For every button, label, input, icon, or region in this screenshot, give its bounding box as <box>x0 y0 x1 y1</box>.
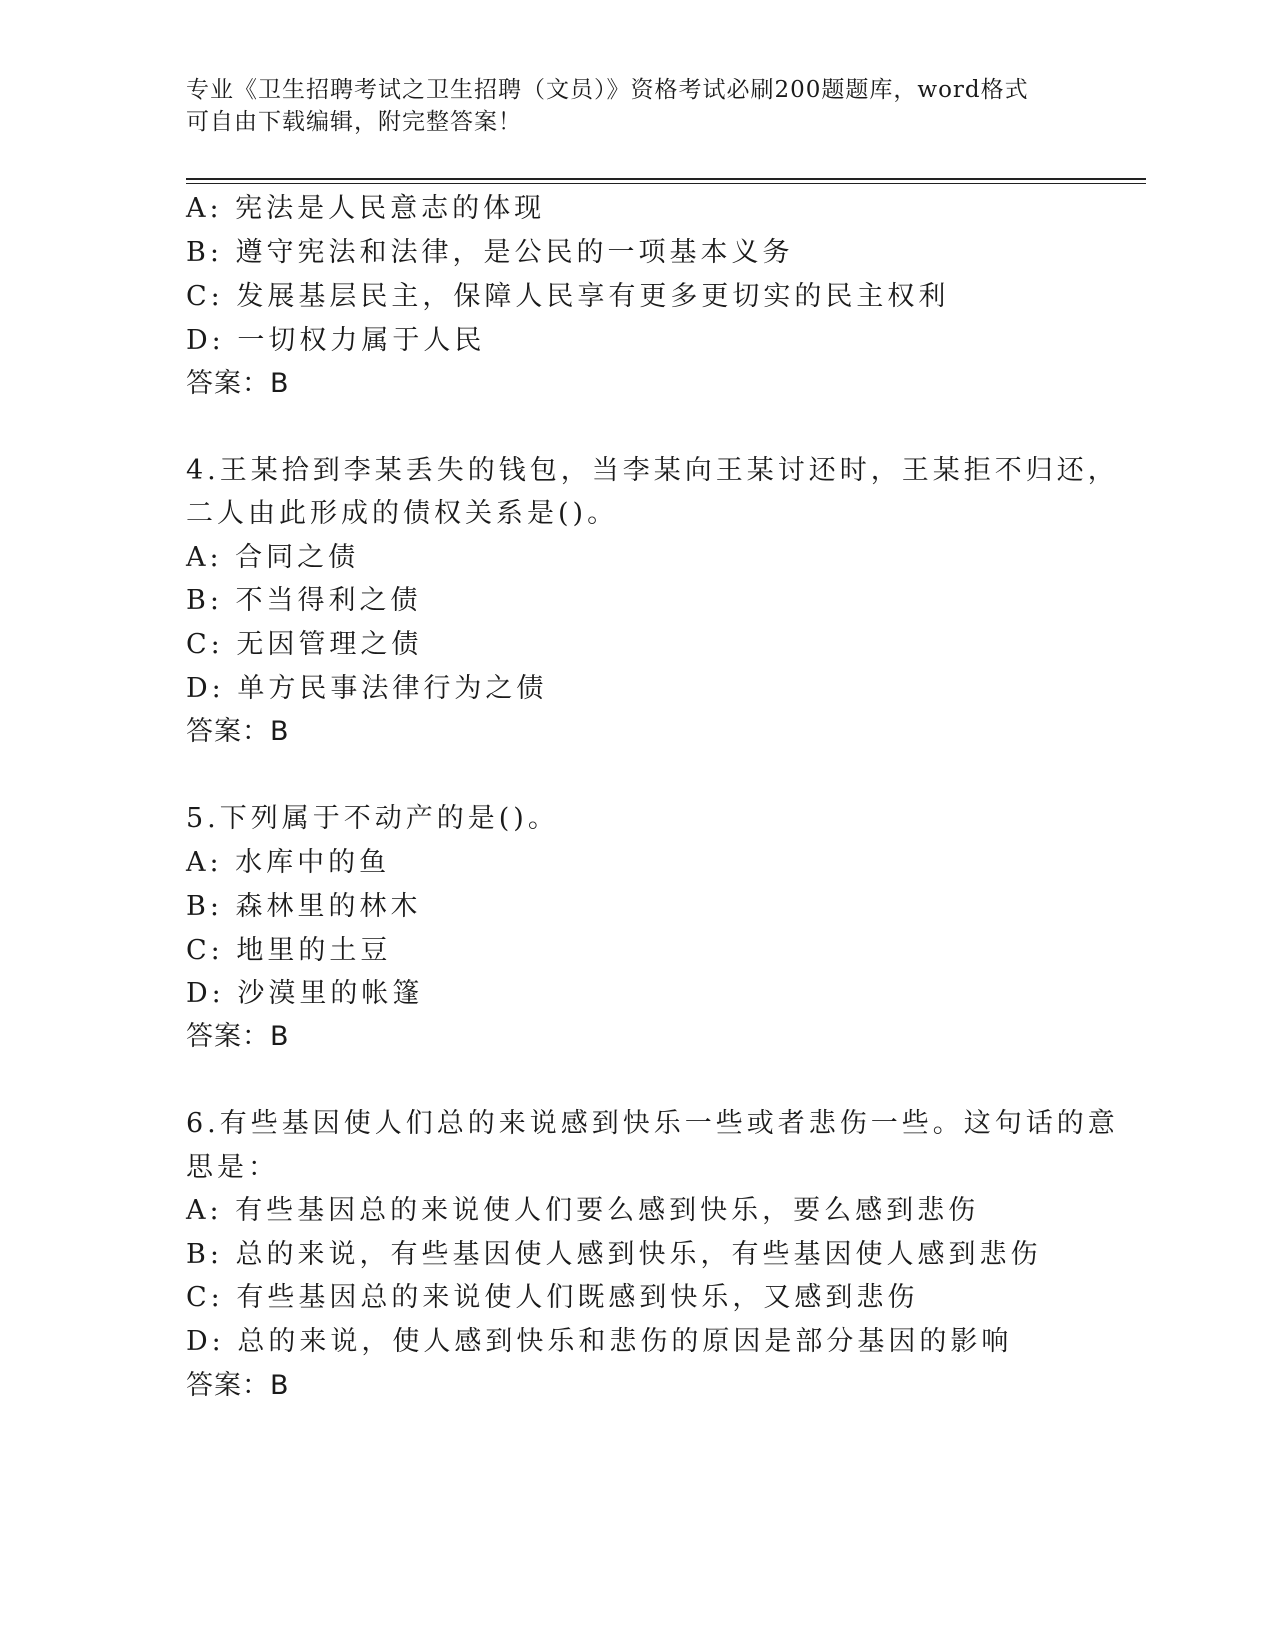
q6-option-b: B: 总的来说，有些基因使人感到快乐，有些基因使人感到悲伤 <box>186 1239 1042 1270</box>
document-header <box>186 74 1066 138</box>
q6-option-c: C: 有些基因总的来说使人们既感到快乐，又感到悲伤 <box>186 1282 919 1313</box>
q3-option-c: C: 发展基层民主，保障人民享有更多更切实的民主权利 <box>186 281 950 312</box>
q6-option-a: A: 有些基因总的来说使人们要么感到快乐，要么感到悲伤 <box>186 1195 980 1226</box>
q6-stem-line-2: 思是： <box>186 1152 279 1183</box>
q5-option-c: C: 地里的土豆 <box>186 935 392 966</box>
q3-option-a: A: 宪法是人民意志的体现 <box>186 193 546 224</box>
q4-option-a: A: 合同之债 <box>186 542 360 573</box>
q6-answer: 答案：B <box>186 1370 290 1401</box>
header-line-1: 专业《卫生招聘考试之卫生招聘（文员）》资格考试必刷200题题库，word格式 <box>186 77 1029 103</box>
q3-answer: 答案：B <box>186 368 290 399</box>
q5-option-a: A: 水库中的鱼 <box>186 847 391 878</box>
q4-answer: 答案：B <box>186 716 290 747</box>
q4-stem-line-2: 二人由此形成的债权关系是()。 <box>186 498 619 529</box>
q4-stem-line-1: 4.王某拾到李某丢失的钱包，当李某向王某讨还时，王某拒不归还， <box>186 455 1119 486</box>
q3-option-b: B: 遵守宪法和法律，是公民的一项基本义务 <box>186 237 794 268</box>
header-line-2: 可自由下载编辑，附完整答案！ <box>186 109 522 135</box>
q5-answer: 答案：B <box>186 1021 290 1052</box>
q5-option-b: B: 森林里的林木 <box>186 891 422 922</box>
q4-option-b: B: 不当得利之债 <box>186 585 422 616</box>
q5-stem-line-1: 5.下列属于不动产的是()。 <box>186 803 559 834</box>
q4-option-d: D: 单方民事法律行为之债 <box>186 673 548 704</box>
header-divider-thick <box>186 178 1146 180</box>
header-divider-thin <box>186 183 1146 184</box>
q6-option-d: D: 总的来说，使人感到快乐和悲伤的原因是部分基因的影响 <box>186 1326 1013 1357</box>
q3-option-d: D: 一切权力属于人民 <box>186 325 486 356</box>
q6-stem-line-1: 6.有些基因使人们总的来说感到快乐一些或者悲伤一些。这句话的意 <box>186 1108 1119 1139</box>
q5-option-d: D: 沙漠里的帐篷 <box>186 978 424 1009</box>
q4-option-c: C: 无因管理之债 <box>186 629 423 660</box>
